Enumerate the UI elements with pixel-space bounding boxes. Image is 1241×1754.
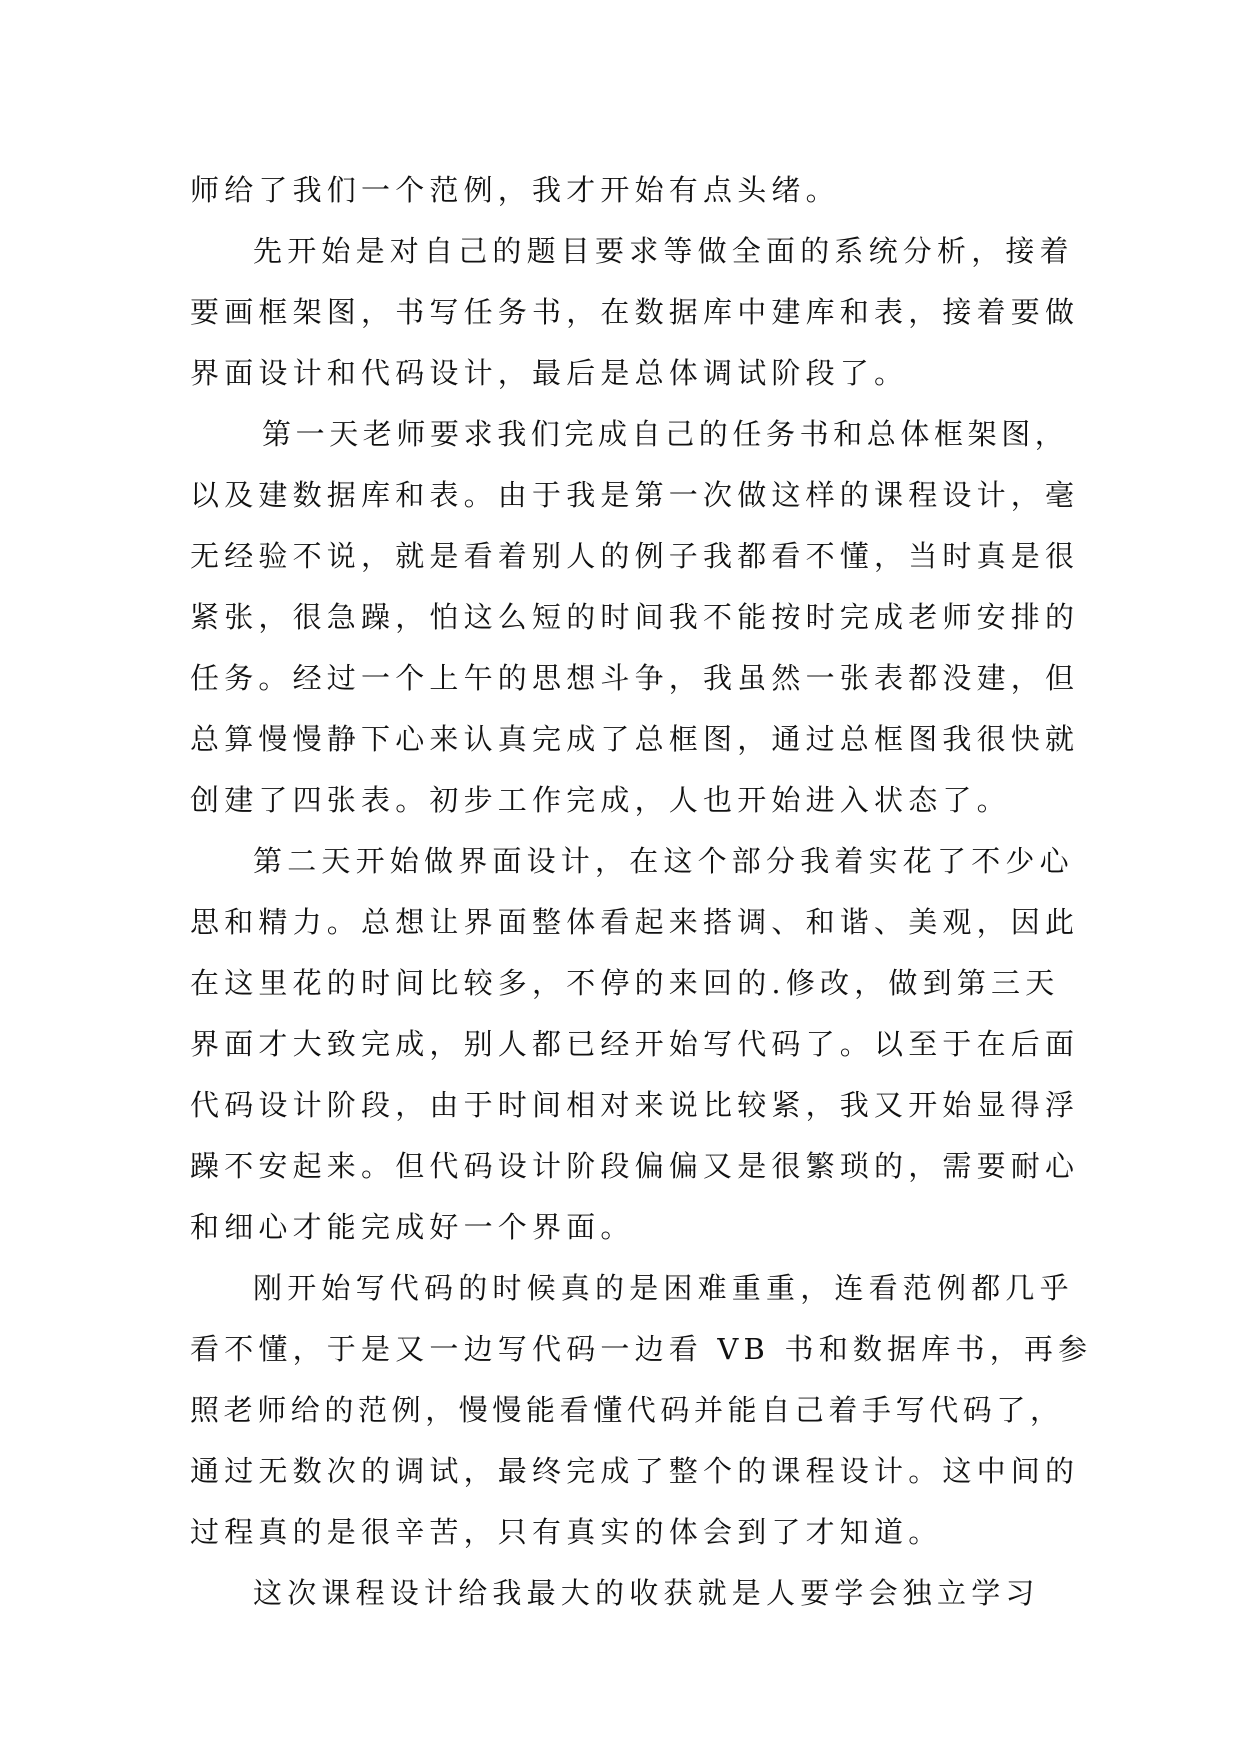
text-line: 和细心才能完成好一个界面。 [190,1210,635,1244]
text-line: 看不懂，于是又一边写代码一边看 VB 书和数据库书，再参 [190,1332,1093,1366]
text-line: 创建了四张表。初步工作完成，人也开始进入状态了。 [190,783,1011,817]
text-line: 通过无数次的调试，最终完成了整个的课程设计。这中间的 [190,1454,1080,1488]
text-line: 思和精力。总想让界面整体看起来搭调、和谐、美观，因此 [190,905,1080,939]
paragraph-first-line: 刚开始写代码的时候真的是困难重重，连看范例都几乎 [253,1271,1074,1305]
body-text [190,160,1093,1624]
paragraph-first-line: 这次课程设计给我最大的收获就是人要学会独立学习 [253,1576,1040,1610]
text-line: 在这里花的时间比较多，不停的来回的.修改，做到第三天 [190,966,1060,1000]
text-line: 代码设计阶段，由于时间相对来说比较紧，我又开始显得浮 [190,1088,1080,1122]
paragraph-first-line: 先开始是对自己的题目要求等做全面的系统分析，接着 [253,234,1074,268]
text-line: 总算慢慢静下心来认真完成了总框图，通过总框图我很快就 [190,722,1080,756]
text-line: 要画框架图，书写任务书，在数据库中建库和表，接着要做 [190,295,1080,329]
text-line: 以及建数据库和表。由于我是第一次做这样的课程设计，毫 [190,478,1080,512]
text-line: 躁不安起来。但代码设计阶段偏偏又是很繁琐的，需要耐心 [190,1149,1080,1183]
text-line: 紧张，很急躁，怕这么短的时间我不能按时完成老师安排的 [190,600,1080,634]
paragraph-first-line: 第一天老师要求我们完成自己的任务书和总体框架图， [262,417,1069,451]
text-line: 照老师给的范例，慢慢能看懂代码并能自己着手写代码了， [190,1393,1064,1427]
text-line: 师给了我们一个范例，我才开始有点头绪。 [190,173,840,207]
text-line: 任务。经过一个上午的思想斗争，我虽然一张表都没建，但 [190,661,1080,695]
text-line: 界面设计和代码设计，最后是总体调试阶段了。 [190,356,909,390]
text-line: 界面才大致完成，别人都已经开始写代码了。以至于在后面 [190,1027,1080,1061]
text-line: 无经验不说，就是看着别人的例子我都看不懂，当时真是很 [190,539,1080,573]
paragraph-first-line: 第二天开始做界面设计，在这个部分我着实花了不少心 [253,844,1074,878]
text-line: 过程真的是很辛苦，只有真实的体会到了才知道。 [190,1515,943,1549]
